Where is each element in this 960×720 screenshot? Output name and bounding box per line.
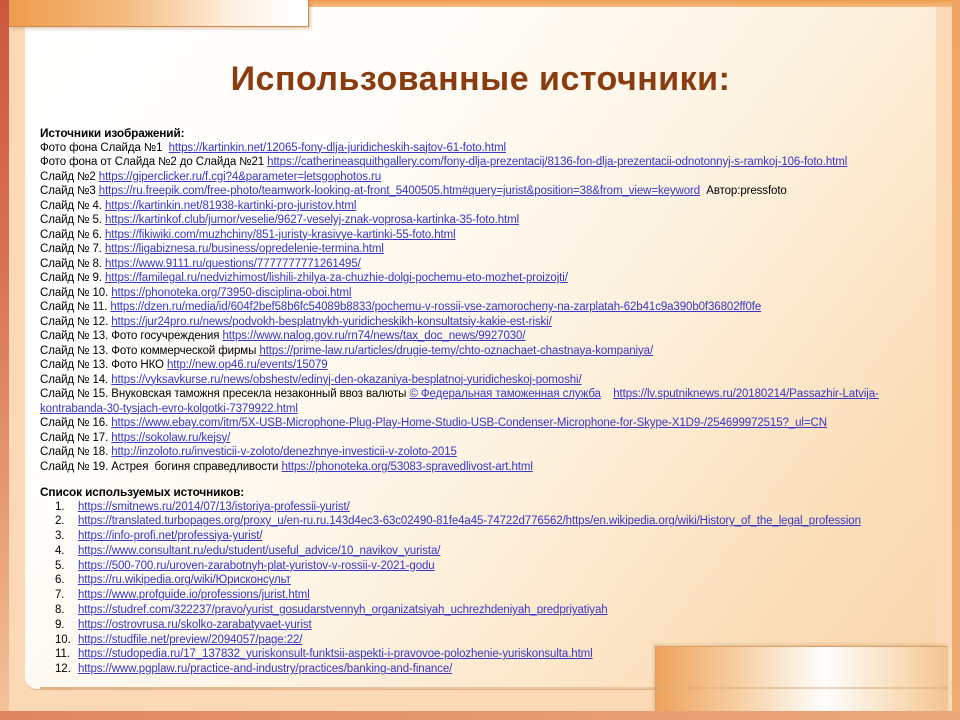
source-link[interactable]: https://studopedia.ru/17_137832_yuriskonsult-funktsii-aspekti-i-pravovoe-polozhenie-yuriskonsulta.html: [78, 648, 593, 661]
source-link[interactable]: https://lv.sputniknews.ru/20180214/Passazhir-Latvija-kontrabanda-30-tysjach-evro-kolgotki-7379922.html: [40, 388, 879, 415]
right-border-decoration: [952, 0, 960, 720]
source-line: [40, 141, 940, 156]
source-link[interactable]: https://sokolaw.ru/kejsy/: [111, 431, 231, 444]
source-text: Слайд № 9.: [40, 272, 105, 284]
image-sources-heading: Источники изображений:: [40, 126, 185, 140]
list-number: 12.: [55, 663, 71, 676]
top-left-tab-decoration: [9, 0, 309, 27]
source-text: Слайд № 11.: [40, 301, 111, 313]
source-link[interactable]: https://500-700.ru/uroven-zarabotnyh-plat-yuristov-v-rossii-v-2021-godu: [78, 559, 435, 572]
source-link[interactable]: https://smitnews.ru/2014/07/13/istoriya-professii-yurist/: [78, 500, 350, 513]
source-text: Слайд № 13. Фото коммерческой фирмы: [40, 344, 260, 357]
source-line: [40, 445, 940, 460]
source-link[interactable]: https://kartinkin.net/81938-kartinki-pro-juristov.html: [104, 199, 357, 212]
source-line: [40, 300, 940, 315]
numbered-source-line: [40, 647, 940, 662]
list-number: 3.: [55, 530, 65, 543]
source-link[interactable]: https://jur24pro.ru/news/podvokh-besplatnykh-yuridicheskikh-konsultatsiy-kakie-est-riski/: [111, 315, 552, 328]
source-line: [40, 286, 940, 301]
source-link[interactable]: https://www.ebay.com/itm/5X-USB-Microphone-Plug-Play-Home-Studio-USB-Condenser-Microphone-for-Skype-X1D9-/254699972515?_ul=CN: [111, 417, 827, 429]
source-text: Фото фона Слайда №1: [40, 141, 169, 154]
source-link[interactable]: https://info-profi.net/professiya-yurist/: [78, 530, 263, 543]
source-text: Фото фона от Слайда №2 до Слайда №21: [40, 156, 268, 168]
source-link[interactable]: https://phonoteka.org/53083-spravedlivost-art.html: [281, 460, 533, 473]
source-text: Автор:pressfoto: [700, 185, 787, 197]
source-link[interactable]: https://familegal.ru/nedvizhimost/lishili-zhilya-za-chuzhie-dolgi-pochemu-eto-mozhet-proizojti/: [104, 272, 568, 284]
numbered-source-line: [40, 603, 940, 618]
source-link[interactable]: https://kartinkin.net/12065-fony-dlja-juridicheskih-sajtov-61-foto.html: [168, 141, 507, 154]
image-sources-list: [40, 141, 940, 475]
list-number: 2.: [55, 515, 65, 528]
source-line: [40, 416, 940, 431]
numbered-source-line: [40, 500, 940, 515]
source-text: Слайд №2: [40, 170, 99, 183]
source-link[interactable]: https://www.pgplaw.ru/practice-and-industry/practices/banking-and-finance/: [78, 663, 453, 676]
source-link[interactable]: https://vyksavkurse.ru/news/obshestv/edinyj-den-okazaniya-besplatnoj-yuridicheskoj-pomoshi/: [111, 373, 582, 386]
list-number: 4.: [55, 544, 65, 557]
source-text: [601, 388, 613, 400]
source-link[interactable]: https://dzen.ru/media/id/604f2bef58b6fc54089b8833/pochemu-v-rossii-vse-zamorocheny-na-zarplatah-62b41c9a390b0f36802ff0fe: [110, 301, 762, 313]
numbered-source-line: [40, 618, 940, 633]
source-link[interactable]: https://www.nalog.gov.ru/rn74/news/tax_doc_news/9927030/: [222, 330, 526, 342]
source-text: Слайд №3: [40, 185, 99, 197]
source-link[interactable]: https://ligabiznesa.ru/business/opredelenie-termina.html: [104, 243, 384, 255]
list-number: 9.: [55, 618, 65, 631]
list-number: 5.: [55, 559, 65, 572]
used-sources-list: [40, 500, 940, 678]
source-line: [40, 155, 940, 170]
source-link[interactable]: https://prime-law.ru/articles/drugie-temy/chto-oznachaet-chastnaya-kompaniya/: [259, 344, 654, 357]
list-number: 8.: [55, 604, 65, 617]
source-link[interactable]: https://kartinkof.club/jumor/veselie/9627-veselyj-znak-voprosa-kartinka-35-foto.html: [104, 214, 520, 226]
source-link[interactable]: https://ostrovrusa.ru/skolko-zarabatyvaet-yurist: [78, 618, 312, 631]
source-text: Слайд № 10.: [40, 286, 112, 299]
source-text: Слайд № 13. Фото госучреждения: [40, 330, 223, 342]
source-link[interactable]: https://studref.com/322237/pravo/yurist_gosudarstvennyh_organizatsiyah_uchrezhdeniyah_predpriyatiyah: [78, 604, 608, 617]
source-link[interactable]: https://giperclicker.ru/f.cgi?4&parameter=letsgophotos.ru: [98, 170, 382, 183]
bottom-rule-decoration: [40, 687, 657, 689]
numbered-source-line: [40, 514, 940, 529]
source-text: Слайд № 18.: [40, 446, 112, 458]
source-line: [40, 184, 940, 199]
source-link[interactable]: https://www.consultant.ru/edu/student/useful_advice/10_navikov_yurista/: [78, 544, 441, 557]
source-link[interactable]: https://www.9111.ru/questions/7777777771261495/: [104, 257, 361, 270]
source-text: Слайд № 17.: [40, 431, 112, 444]
source-line: [40, 344, 940, 359]
source-link[interactable]: https://catherineasquithgallery.com/fony-dlja-prezentacij/8136-fon-dlja-prezentacii-odnotonnyj-s-ramkoj-106-foto.html: [267, 156, 848, 168]
source-text: Слайд № 8.: [40, 257, 105, 270]
source-line: [40, 329, 940, 344]
numbered-source-line: [40, 588, 940, 603]
source-link[interactable]: © Федеральная таможенная служба: [409, 388, 601, 400]
numbered-source-line: [40, 633, 940, 648]
source-line: [40, 358, 940, 373]
numbered-source-line: [40, 662, 940, 677]
numbered-source-line: [40, 544, 940, 559]
content: [40, 126, 940, 677]
source-text: Слайд № 12.: [40, 315, 112, 328]
list-number: 10.: [55, 633, 71, 646]
source-link[interactable]: https://studfile.net/preview/2094057/page:22/: [78, 633, 303, 646]
source-line: [40, 373, 940, 388]
source-text: Слайд № 7.: [40, 243, 105, 255]
used-sources-heading: Список используемых источников:: [40, 485, 245, 499]
slide-title: Использованные источники:: [230, 60, 731, 98]
source-text: Слайд № 5.: [40, 214, 105, 226]
source-text: Слайд № 16.: [40, 417, 112, 429]
source-link[interactable]: https://ru.freepik.com/free-photo/teamwork-looking-at-front_5400505.htm#query=jurist&position=38&from_view=keyword: [98, 185, 701, 197]
source-text: Слайд № 15. Внуковская таможня пресекла незаконный ввоз валюты: [40, 388, 410, 400]
source-line: [40, 170, 940, 185]
source-line: [40, 199, 940, 214]
numbered-source-line: [40, 573, 940, 588]
list-number: 1.: [55, 500, 65, 513]
source-link[interactable]: http://inzoloto.ru/investicii-v-zoloto/denezhnye-investicii-v-zoloto-2015: [111, 446, 457, 458]
list-number: 11.: [55, 648, 70, 661]
source-text: Слайд № 19. Астрея богиня справедливости: [40, 460, 282, 473]
source-text: Слайд № 6.: [40, 228, 105, 241]
left-border-decoration: [0, 0, 9, 720]
bottom-border-decoration: [0, 711, 960, 720]
source-link[interactable]: http://new.op46.ru/events/15079: [166, 359, 328, 371]
numbered-source-line: [40, 529, 940, 544]
source-line: [40, 387, 940, 416]
source-text: Слайд № 13. Фото НКО: [40, 359, 167, 371]
numbered-source-line: [40, 559, 940, 574]
source-line: [40, 242, 940, 257]
source-line: [40, 213, 940, 228]
source-line: [40, 431, 940, 446]
source-line: [40, 460, 940, 475]
list-number: 6.: [55, 574, 65, 587]
source-line: [40, 257, 940, 272]
source-text: Слайд № 14.: [40, 373, 112, 386]
source-line: [40, 228, 940, 243]
source-line: [40, 315, 940, 330]
source-link[interactable]: https://phonoteka.org/73950-disciplina-oboi.html: [111, 286, 352, 299]
source-link[interactable]: https://www.profguide.io/professions/jurist.html: [78, 589, 310, 602]
source-text: Слайд № 4.: [40, 199, 105, 212]
source-link[interactable]: https://translated.turbopages.org/proxy_u/en-ru.ru.143d4ec3-63c02490-81fe4a45-74722d776562/https/en.wikipedia.org/wiki/History_of_the_legal_profession: [78, 515, 861, 528]
source-line: [40, 271, 940, 286]
source-link[interactable]: https://ru.wikipedia.org/wiki/Юрисконсульт: [78, 574, 291, 587]
list-number: 7.: [55, 589, 65, 602]
source-link[interactable]: https://fikiwiki.com/muzhchiny/851-juristy-krasivye-kartinki-55-foto.html: [104, 228, 456, 241]
